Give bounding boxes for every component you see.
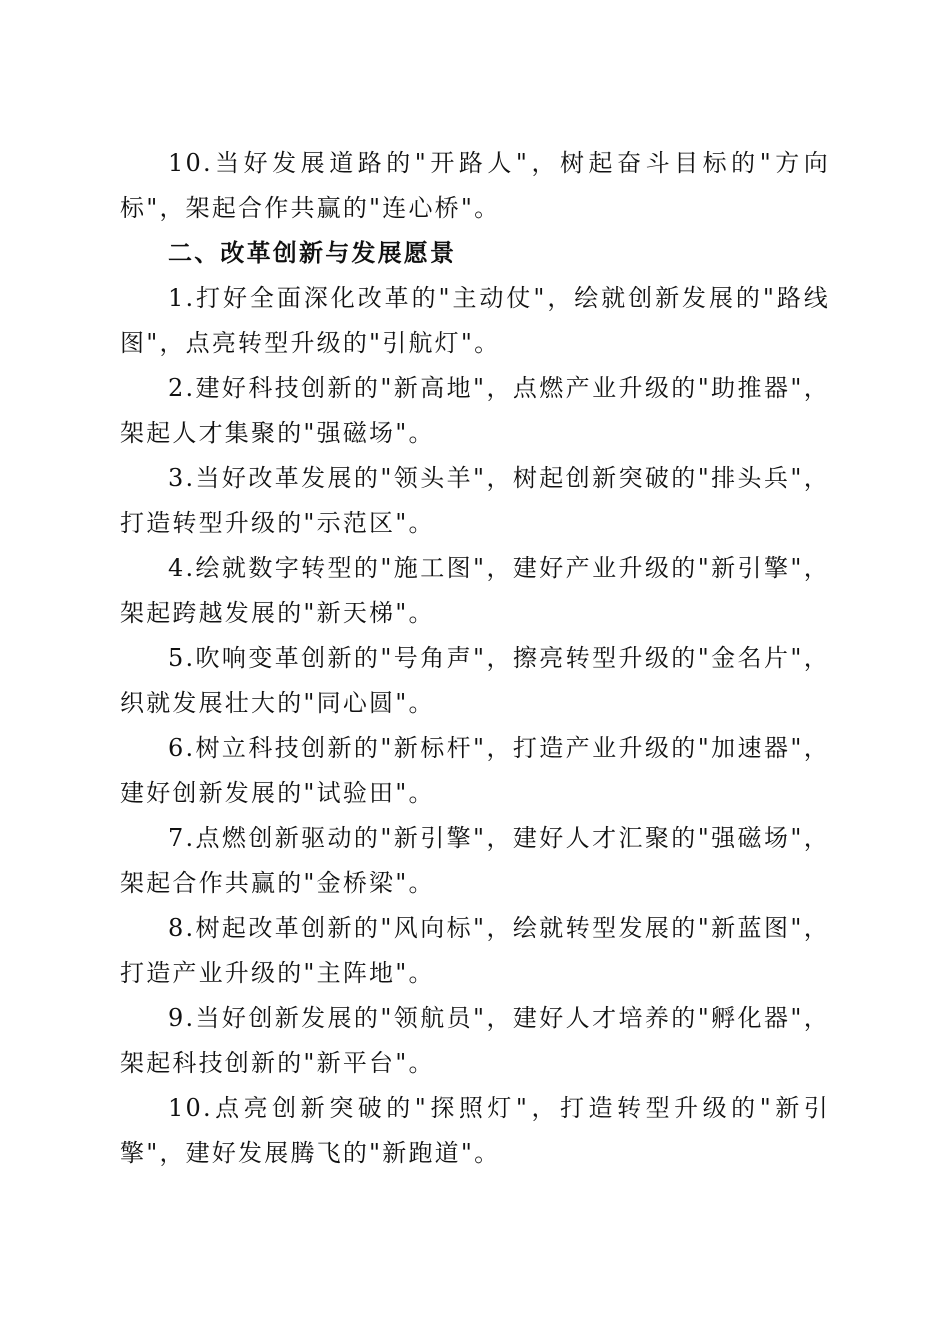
- intro-paragraph: 10.当好发展道路的"开路人"，树起奋斗目标的"方向标"，架起合作共赢的"连心桥"。: [120, 149, 830, 222]
- paragraph-5: 5.吹响变革创新的"号角声"，擦亮转型升级的"金名片"，织就发展壮大的"同心圆"。: [120, 644, 830, 717]
- paragraph-6: 6.树立科技创新的"新标杆"，打造产业升级的"加速器"，建好创新发展的"试验田"。: [120, 734, 830, 807]
- paragraph-9: 9.当好创新发展的"领航员"，建好人才培养的"孵化器"，架起科技创新的"新平台"。: [120, 1004, 830, 1077]
- paragraph-3: 3.当好改革发展的"领头羊"，树起创新突破的"排头兵"，打造转型升级的"示范区"。: [120, 464, 830, 537]
- paragraph-1: 1.打好全面深化改革的"主动仗"，绘就创新发展的"路线图"，点亮转型升级的"引航灯"。: [120, 284, 830, 357]
- paragraph-8: 8.树起改革创新的"风向标"，绘就转型发展的"新蓝图"，打造产业升级的"主阵地"。: [120, 914, 830, 987]
- paragraph-10: 10.点亮创新突破的"探照灯"，打造转型升级的"新引擎"，建好发展腾飞的"新跑道"。: [120, 1094, 830, 1167]
- document-body: [120, 141, 830, 1176]
- paragraph-4: 4.绘就数字转型的"施工图"，建好产业升级的"新引擎"，架起跨越发展的"新天梯"。: [120, 554, 830, 627]
- section-heading: 二、改革创新与发展愿景: [168, 239, 457, 267]
- paragraph-7: 7.点燃创新驱动的"新引擎"，建好人才汇聚的"强磁场"，架起合作共赢的"金桥梁"。: [120, 824, 830, 897]
- paragraph-2: 2.建好科技创新的"新高地"，点燃产业升级的"助推器"，架起人才集聚的"强磁场"。: [120, 374, 830, 447]
